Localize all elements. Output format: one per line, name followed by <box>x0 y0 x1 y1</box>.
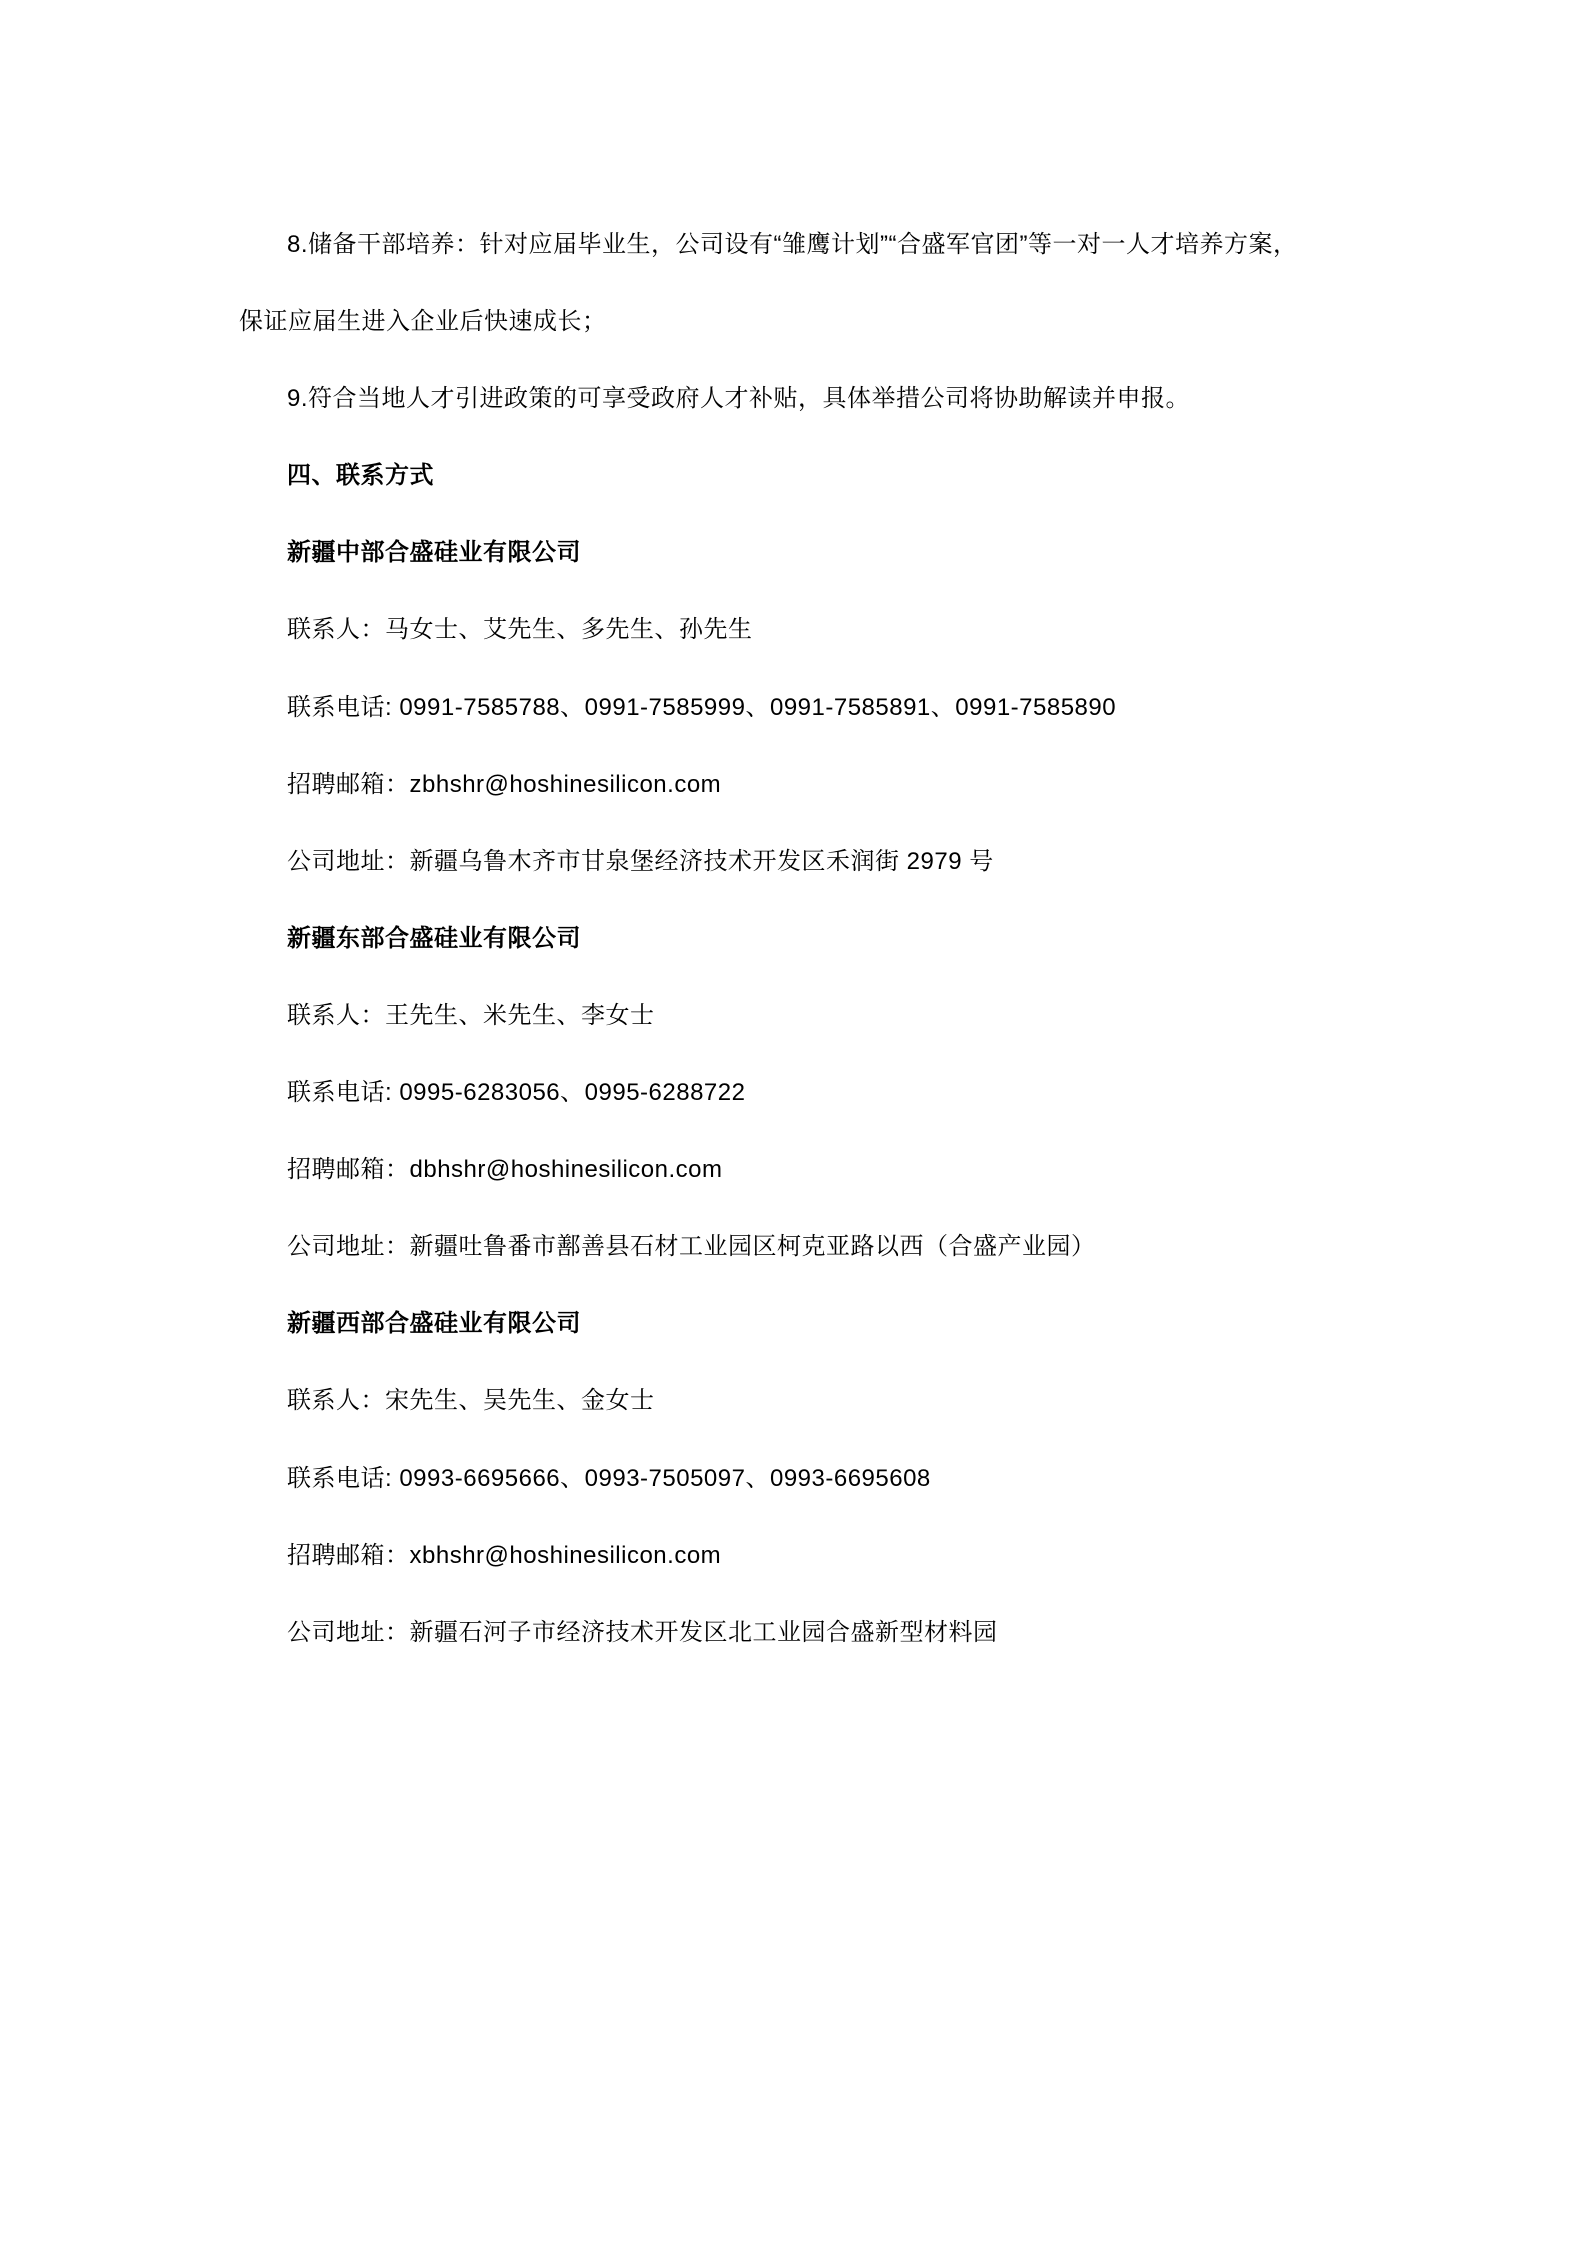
company-2-name: 新疆东部合盛硅业有限公司 <box>287 924 581 952</box>
company-3-contacts: 联系人：宋先生、吴先生、金女士 <box>287 1387 655 1415</box>
document-text-block <box>239 206 1339 1671</box>
company-1-phones: 联系电话: 0991-7585788、0991-7585999、0991-7585891、0991-7585890 <box>287 693 1117 721</box>
paragraph-8-line-1: 8.储备干部培养：针对应届毕业生，公司设有“雏鹰计划”“合盛军官团”等一对一人才培养方案， <box>287 231 1298 258</box>
paragraph-8-line-2: 保证应届生进入企业后快速成长； <box>239 308 607 336</box>
company-1-contacts: 联系人：马女士、艾先生、多先生、孙先生 <box>287 616 753 644</box>
company-3-phones: 联系电话: 0993-6695666、0993-7505097、0993-6695608 <box>287 1464 931 1492</box>
company-1-name: 新疆中部合盛硅业有限公司 <box>287 539 581 567</box>
company-2-address: 公司地址：新疆吐鲁番市鄯善县石材工业园区柯克亚路以西（合盛产业园） <box>287 1233 1096 1261</box>
paragraph-9: 9.符合当地人才引进政策的可享受政府人才补贴，具体举措公司将协助解读并申报。 <box>287 385 1191 413</box>
company-3-name: 新疆西部合盛硅业有限公司 <box>287 1310 581 1338</box>
company-3-email: 招聘邮箱：xbhshr@hoshinesilicon.com <box>287 1541 722 1569</box>
section-heading: 四、联系方式 <box>287 462 434 490</box>
company-2-email: 招聘邮箱：dbhshr@hoshinesilicon.com <box>287 1156 723 1184</box>
company-2-phones: 联系电话: 0995-6283056、0995-6288722 <box>287 1079 746 1107</box>
company-1-email: 招聘邮箱：zbhshr@hoshinesilicon.com <box>287 770 722 798</box>
company-1-address: 公司地址：新疆乌鲁木齐市甘泉堡经济技术开发区禾润街 2979 号 <box>287 847 994 875</box>
company-3-address: 公司地址：新疆石河子市经济技术开发区北工业园合盛新型材料园 <box>287 1618 998 1646</box>
company-2-contacts: 联系人：王先生、米先生、李女士 <box>287 1001 655 1029</box>
